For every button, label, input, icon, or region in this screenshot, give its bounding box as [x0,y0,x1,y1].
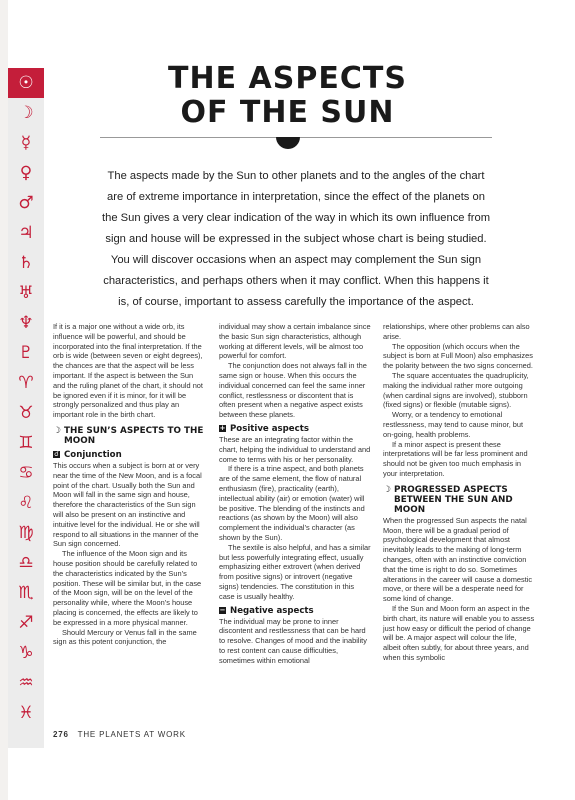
running-section-title: THE PLANETS AT WORK [77,730,186,739]
subheading-negative-aspects [219,606,371,616]
body-paragraph: If the Sun and Moon form an aspect in the birth chart, its nature will enable you to assess just how easy or difficult the period of change will be. A major aspect will colour the life, albeit often subtly, for about three years, and when this symbolic [383,603,535,662]
text-column-2 [219,322,371,666]
page-number: 276 [53,730,69,739]
minus-icon: − [219,606,226,615]
body-paragraph: relationships, where other problems can also arise. [383,322,530,341]
page-footer [53,730,186,739]
sun-glyph-icon[interactable]: ☉ [8,68,44,98]
virgo-glyph-icon[interactable]: ♍ [18,523,34,543]
body-paragraph: individual may show a certain imbalance since the basic Sun sign characteristics, although working at different levels, will be almost too powerful for comfort. [219,322,371,361]
venus-glyph-icon[interactable]: ♀ [19,163,33,183]
pisces-glyph-icon[interactable]: ♓ [18,703,34,723]
mars-glyph-icon[interactable]: ♂ [18,193,34,213]
leo-glyph-icon[interactable]: ♌ [18,493,34,513]
aries-glyph-icon[interactable]: ♈ [18,373,34,393]
gemini-glyph-icon[interactable]: ♊ [18,433,34,453]
cancer-glyph-icon[interactable]: ♋ [18,463,34,483]
planet-sign-index-sidebar [8,68,44,748]
pluto-glyph-icon[interactable]: ♇ [18,343,34,363]
subheading-positive-aspects [219,424,371,434]
uranus-glyph-icon[interactable]: ♅ [18,283,34,303]
body-paragraph: If there is a trine aspect, and both planets are of the same element, the flow of natural enthusiasm (fire), practicality (earth), intellectual ability (air) or emotion (water) will be positive. The blending of the instincts and reactions (as shown by the Moon) will also complement the individual’s character (as shown by the Sun). [219,464,365,542]
body-paragraph: This occurs when a subject is born at or very near the time of the New Moon, and is a focal point of the chart. Usually both the Sun and Moon will fall in the same sign and house, therefore the characteristics of the Sun sign will also be present on an instinctive and intuitive level for the individual. He or she will respond to all situations in the manner of the Sun sign concerned. [53,460,202,549]
body-paragraph: The conjunction does not always fall in the same sign or house. When this occurs the individual concerned can feel the same inner conflict, restlessness or discontent that is often present when a negative aspect exists between these planets. [219,361,367,420]
aquarius-glyph-icon[interactable]: ♒ [18,673,34,693]
libra-glyph-icon[interactable]: ♎ [18,553,34,573]
subheading-text: Positive aspects [230,423,309,434]
neptune-glyph-icon[interactable]: ♆ [18,313,34,333]
intro-paragraph: The aspects made by the Sun to other planets and to the angles of the chart are of extreme importance in interpretation, since the effect of the planets on the Sun gives a very clear indication of the way in which its own influence from sign and house will be expressed in the subject whose chart is being studied. You will discover occasions when an aspect may complement the Sun sign characteristics, and perhaps others when it may conflict. When this happens it is, of course, important to assess carefully the importance of the aspect. [101,170,491,308]
page-title-line-1: THE ASPECTS [168,61,407,96]
saturn-glyph-icon[interactable]: ♄ [18,253,34,273]
title-rule-right [300,137,492,138]
body-paragraph: The individual may be prone to inner discontent and restlessness that can be hard to resolve. Changes of mood and the inability to rest content can cause difficulties, sometimes within emotional [219,616,367,665]
text-column-3 [383,322,535,663]
conjunction-icon: ☌ [54,450,59,459]
body-paragraph: Worry, or a tendency to emotional restlessness, may tend to cause minor, but on-going, health problems. [383,410,524,439]
capricorn-glyph-icon[interactable]: ♑ [18,643,34,663]
subheading-conjunction [53,450,205,460]
subheading-text: Conjunction [64,449,122,460]
section-heading-text: THE SUN’S ASPECTS TO THE MOON [64,425,204,446]
moon-heading-icon: ☽ [383,484,391,495]
scorpio-glyph-icon[interactable]: ♏ [18,583,34,603]
body-paragraph: Should Mercury or Venus fall in the same sign as this potent conjunction, the [53,627,197,647]
text-column-1 [53,322,205,647]
title-rule-left [100,137,276,138]
body-paragraph: When the progressed Sun aspects the natal Moon, there will be a gradual period of psychological development that almost inevitably leads to the making of long-term changes, often with an instinctive conviction that the time is right to do so. Sometimes alterations in the career will cause a domestic move, or there will be a desperate need for some kind of change. [383,515,533,604]
page-title [0,62,575,130]
sagittarius-glyph-icon[interactable]: ♐ [18,613,34,633]
body-paragraph: The influence of the Moon sign and its house position should be carefully related to the characteristics indicated by the Sun’s position. These will be similar but, in the case of the Moon sign, will be on the level of the personality while, where the Moon’s house placing is concerned, the effects are likely to be expressed in a more physical manner. [53,549,202,627]
section-heading-sun-moon [53,426,205,446]
body-paragraph: The square accentuates the quadruplicity, making the individual rather more outgoing (when cardinal signs are involved), stubborn (fixed signs) or flexible (mutable signs). [383,370,529,410]
body-paragraph: If it is a major one without a wide orb, its influence will be powerful, and should be incorporated into the final interpretation. If the orb is wide (between seven or eight degrees), the chances are that the aspect will be less important. If the aspect is between the Sun and the ruling planet of the chart, it should not be ignored even if it is minor, for it will be strongly personalized and thus play an important role in the birth chart. [53,322,203,420]
plus-icon: + [219,424,226,433]
body-paragraph: If a minor aspect is present these interpretations will be far less prominent and should not be given too much emphasis in your interpretation. [383,439,528,478]
moon-glyph-icon[interactable]: ☽ [18,103,34,123]
section-heading-text: PROGRESSED ASPECTS BETWEEN THE SUN AND MOON [394,484,513,515]
taurus-glyph-icon[interactable]: ♉ [18,403,34,423]
subheading-text: Negative aspects [230,605,314,616]
section-heading-progressed-aspects [383,485,535,515]
body-paragraph: The opposition (which occurs when the subject is born at Full Moon) also emphasizes the polarity between the two signs concerned. [383,341,533,371]
page-title-line-2: OF THE SUN [180,95,395,130]
body-paragraph: The sextile is also helpful, and has a similar but less powerfully integrating effect, usually emphasizing either extrovert (when derived from positive signs) or introvert (negative signs) tendencies. The constitution in this case is usually healthy. [219,542,371,601]
half-sun-ornament-icon [276,137,300,149]
moon-heading-icon: ☽ [53,425,61,436]
jupiter-glyph-icon[interactable]: ♃ [18,223,34,243]
mercury-glyph-icon[interactable]: ☿ [20,133,32,153]
body-paragraph: These are an integrating factor within the chart, helping the individual to understand and come to terms with his or her personality. [219,434,371,464]
